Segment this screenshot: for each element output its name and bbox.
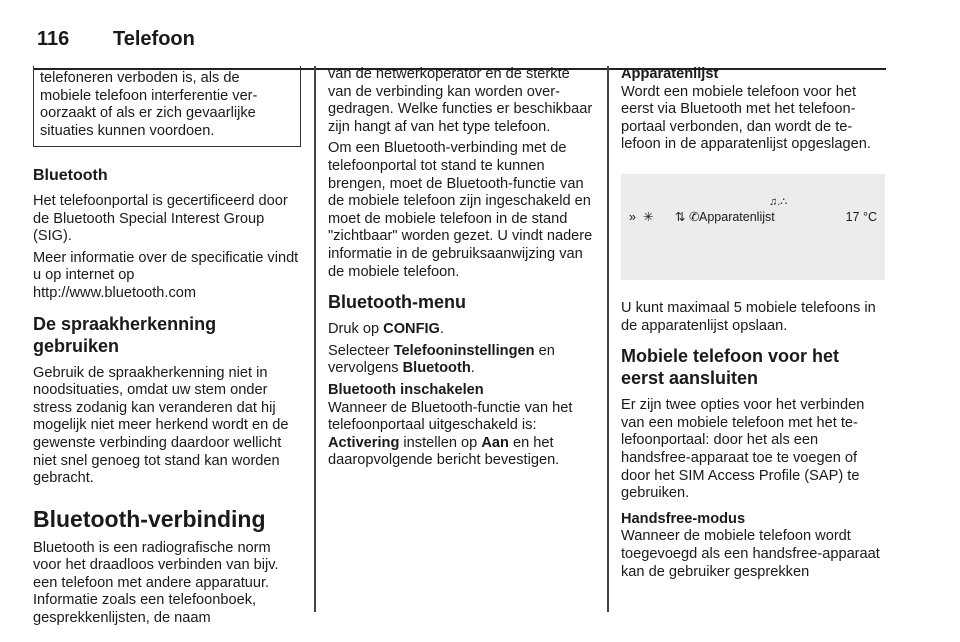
page-title: Telefoon xyxy=(113,28,195,50)
text: Wanneer de Bluetooth-functie van het telefoonportaal uitgeschakeld is: xyxy=(328,399,573,434)
temperature-readout: 17 °C xyxy=(845,209,877,224)
paragraph: U kunt maximaal 5 mobiele telefoons in de apparatenlijst opslaan. xyxy=(621,299,876,334)
subheading-enable: Bluetooth inschakelen xyxy=(328,381,484,398)
section-heading-menu: Bluetooth-menu xyxy=(328,292,466,313)
setting-value-aan: Aan xyxy=(481,434,509,451)
paragraph: Het telefoonportal is gecertificeerd door de Bluetooth Special Interest Group (SIG). xyxy=(33,192,288,245)
chapter-heading-connection: Bluetooth-verbinding xyxy=(33,505,266,532)
paragraph xyxy=(328,321,595,339)
paragraph: Om een Bluetooth-verbinding met de telefoonportal tot stand te kunnen brengen, moet de Bluetooth-functie van de mobiele telefoon zijn ingeschakeld en moet de mobiele telefoon in de stand "zichtbaar" worden gezet. U vindt nadere informatie in de gebruiksaanwijzing van de mobiele telefoon. xyxy=(328,140,593,280)
paragraph: van de netwerkoperator en de sterkte van de verbinding kan worden overgedragen. Welke functies er beschikbaar zijn hangt af van het type telefoon. xyxy=(328,66,593,135)
bluetooth-icon: ✳ xyxy=(643,209,654,224)
forward-arrows-icon: » xyxy=(629,209,636,224)
column-middle xyxy=(328,66,595,470)
paragraph: Gebruik de spraakherkenning niet in noodsituaties, omdat uw stem onder stress zodanig kan veranderen dat hij mogelijk niet meer herkend wordt en de gewenste verbinding daardoor wellicht niet snel genoeg tot stand kan worden gebracht. xyxy=(33,364,289,487)
paragraph xyxy=(328,400,595,470)
text: instellen op xyxy=(399,434,482,451)
text: . xyxy=(470,360,475,377)
signal-icon: ♫.∴ xyxy=(769,195,788,208)
paragraph xyxy=(328,343,595,378)
page-header xyxy=(33,20,886,50)
section-heading-speech: De spraakherkenning gebruiken xyxy=(33,313,217,356)
text: . xyxy=(439,321,444,338)
subheading-handsfree: Handsfree-modus xyxy=(621,510,746,527)
setting-activering: Activering xyxy=(328,434,400,451)
config-key: CONFIG xyxy=(383,321,440,338)
paragraph: Wanneer de mobiele telefoon wordt toegevoegd als een handsfree-apparaat kan de gebruiker gesprekken xyxy=(621,528,880,580)
column-divider xyxy=(607,66,609,612)
text: Selecteer xyxy=(328,342,394,359)
paragraph: Wordt een mobiele telefoon voor het eerst via Bluetooth met het telefoonportaal verbonden, dan wordt de telefoon in de apparatenlijst opgeslagen. xyxy=(621,83,871,153)
warning-note: telefoneren verboden is, als de mobiele telefoon interferentie veroorzaakt of als er zich gevaarlijke situaties kunnen voordoen. xyxy=(33,66,301,147)
page-number: 116 xyxy=(37,28,70,50)
paragraph: Bluetooth is een radiografische norm voor het draadloos verbinden van bijv. een telefoon met andere apparatuur. Informatie zoals een telefoonboek, gesprekkenlijsten, de naam xyxy=(33,539,279,627)
display-screenshot xyxy=(621,174,885,280)
paragraph: Meer informatie over de specificatie vindt u op internet op http://www.bluetooth.com xyxy=(33,249,299,301)
column-left xyxy=(33,66,301,628)
column-divider xyxy=(314,66,316,612)
section-heading-bluetooth: Bluetooth xyxy=(33,167,108,185)
text: en vervolgens xyxy=(328,342,555,377)
menu-item-telefooninstellingen: Telefooninstellingen xyxy=(393,342,535,359)
text: Druk op xyxy=(328,321,384,338)
subheading-apparatenlijst: Apparatenlijst xyxy=(621,66,719,82)
column-right xyxy=(621,66,887,581)
display-title: Apparatenlijst xyxy=(699,209,775,224)
text: en het daaropvolgende bericht bevestigen. xyxy=(328,434,560,469)
menu-item-bluetooth: Bluetooth xyxy=(402,360,471,377)
section-heading-first-connect: Mobiele telefoon voor het eerst aansluiten xyxy=(621,346,840,389)
display-status-bar xyxy=(629,209,879,225)
phone-icon: ⇅ ✆ xyxy=(675,209,700,224)
paragraph: Er zijn twee opties voor het verbinden van een mobiele telefoon met het telefoonportaal: door het als een handsfree-apparaat toe te voegen of door het SIM Access Profile (SAP) te gebruiken. xyxy=(621,397,865,502)
